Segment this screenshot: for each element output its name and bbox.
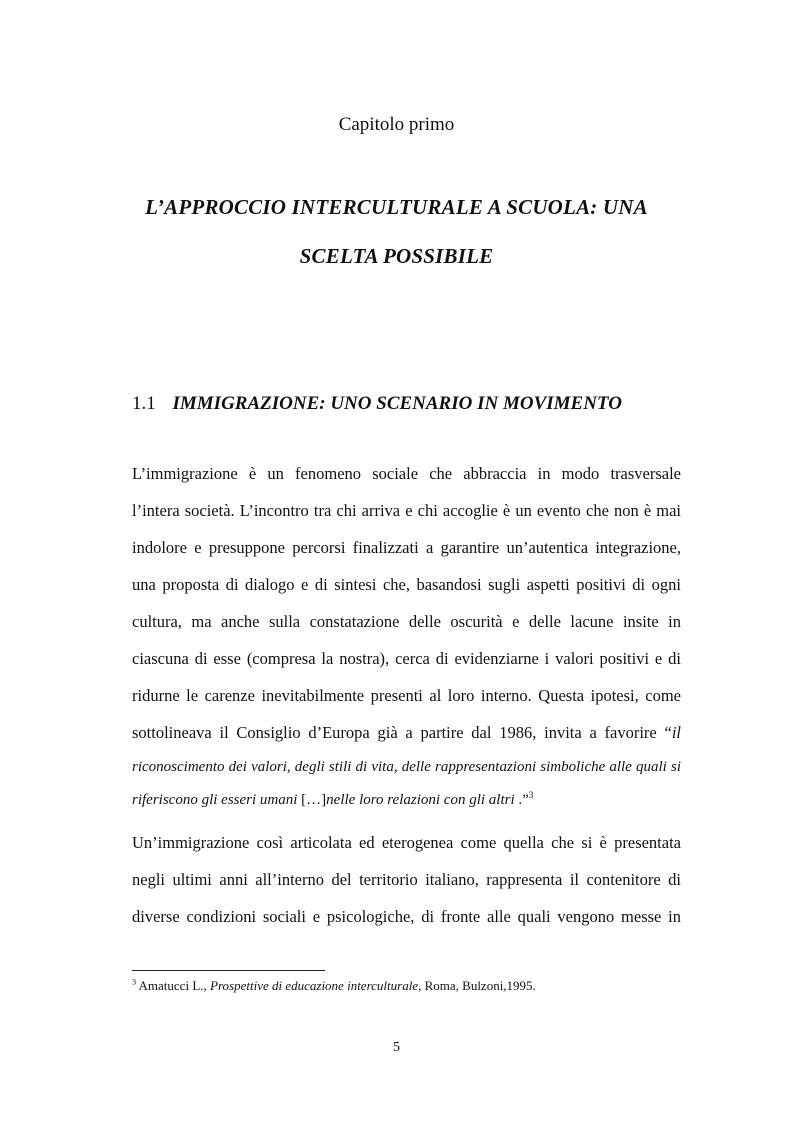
footnote-author: Amatucci L., <box>136 978 211 993</box>
paragraph-line: l’intera società. L’incontro tra chi arriva e chi accoglie è un evento che non è mai <box>132 501 681 520</box>
paragraph-line: una proposta di dialogo e di sintesi che, basandosi sugli aspetti positivi di ogni <box>132 575 681 594</box>
ellipsis: […] <box>301 792 327 808</box>
chapter-title-line-2: SCELTA POSSIBILE <box>299 244 494 268</box>
quote-line: riconoscimento dei valori, degli stili di vita, delle rappresentazioni simboliche alle quali si <box>132 759 681 775</box>
paragraph-line: negli ultimi anni all’interno del territorio italiano, rappresenta il contenitore di <box>132 870 681 889</box>
quote-part-a: riferiscono gli esseri umani <box>132 792 302 808</box>
paragraph-line: indolore e presuppone percorsi finalizzati a garantire un’autentica integrazione, <box>132 538 681 557</box>
paragraph-line: ciascuna di esse (compresa la nostra), cerca di evidenziarne i valori positivi e di <box>132 649 681 668</box>
quote-line-end <box>132 784 681 817</box>
footnote-separator <box>132 970 325 971</box>
paragraph-line: ridurne le carenze inevitabilmente presenti al loro interno. Questa ipotesi, come <box>132 686 681 705</box>
paragraph-1 <box>132 455 681 817</box>
footnote-book-title: Prospettive di educazione interculturale <box>210 978 419 993</box>
footnote-number: 3 <box>132 977 136 987</box>
paragraph-line: cultura, ma anche sulla constatazione delle oscurità e delle lacune insite in <box>132 612 681 631</box>
paragraph-2 <box>132 824 681 935</box>
paragraph-line <box>132 714 681 751</box>
section-number: 1.1 <box>132 393 156 414</box>
section-heading <box>132 393 622 415</box>
footnote <box>132 978 536 994</box>
footnote-reference[interactable]: 3 <box>528 790 534 800</box>
footnote-publication: , Roma, Bulzoni,1995. <box>418 978 536 993</box>
paragraph-line: Un’immigrazione così articolata ed eterogenea come quella che si è presentata <box>132 833 681 852</box>
chapter-label: Capitolo primo <box>338 114 455 135</box>
paragraph-line: L’immigrazione è un fenomeno sociale che abbraccia in modo trasversale <box>132 464 681 483</box>
paragraph-line: diverse condizioni sociali e psicologiche, di fronte alle quali vengono messe in <box>132 907 681 926</box>
page-number: 5 <box>393 1040 400 1055</box>
quote-intro: sottolineava il Consiglio d’Europa già a partire dal 1986, invita a favorire “ <box>132 723 672 742</box>
section-title: IMMIGRAZIONE: UNO SCENARIO IN MOVIMENTO <box>172 393 622 414</box>
quote-part-b: nelle loro relazioni con gli altri <box>326 792 515 808</box>
quote-start: il <box>671 723 681 742</box>
chapter-title-line-1: L’APPROCCIO INTERCULTURALE A SCUOLA: UNA <box>145 195 648 219</box>
quote-close: .” <box>514 792 529 808</box>
